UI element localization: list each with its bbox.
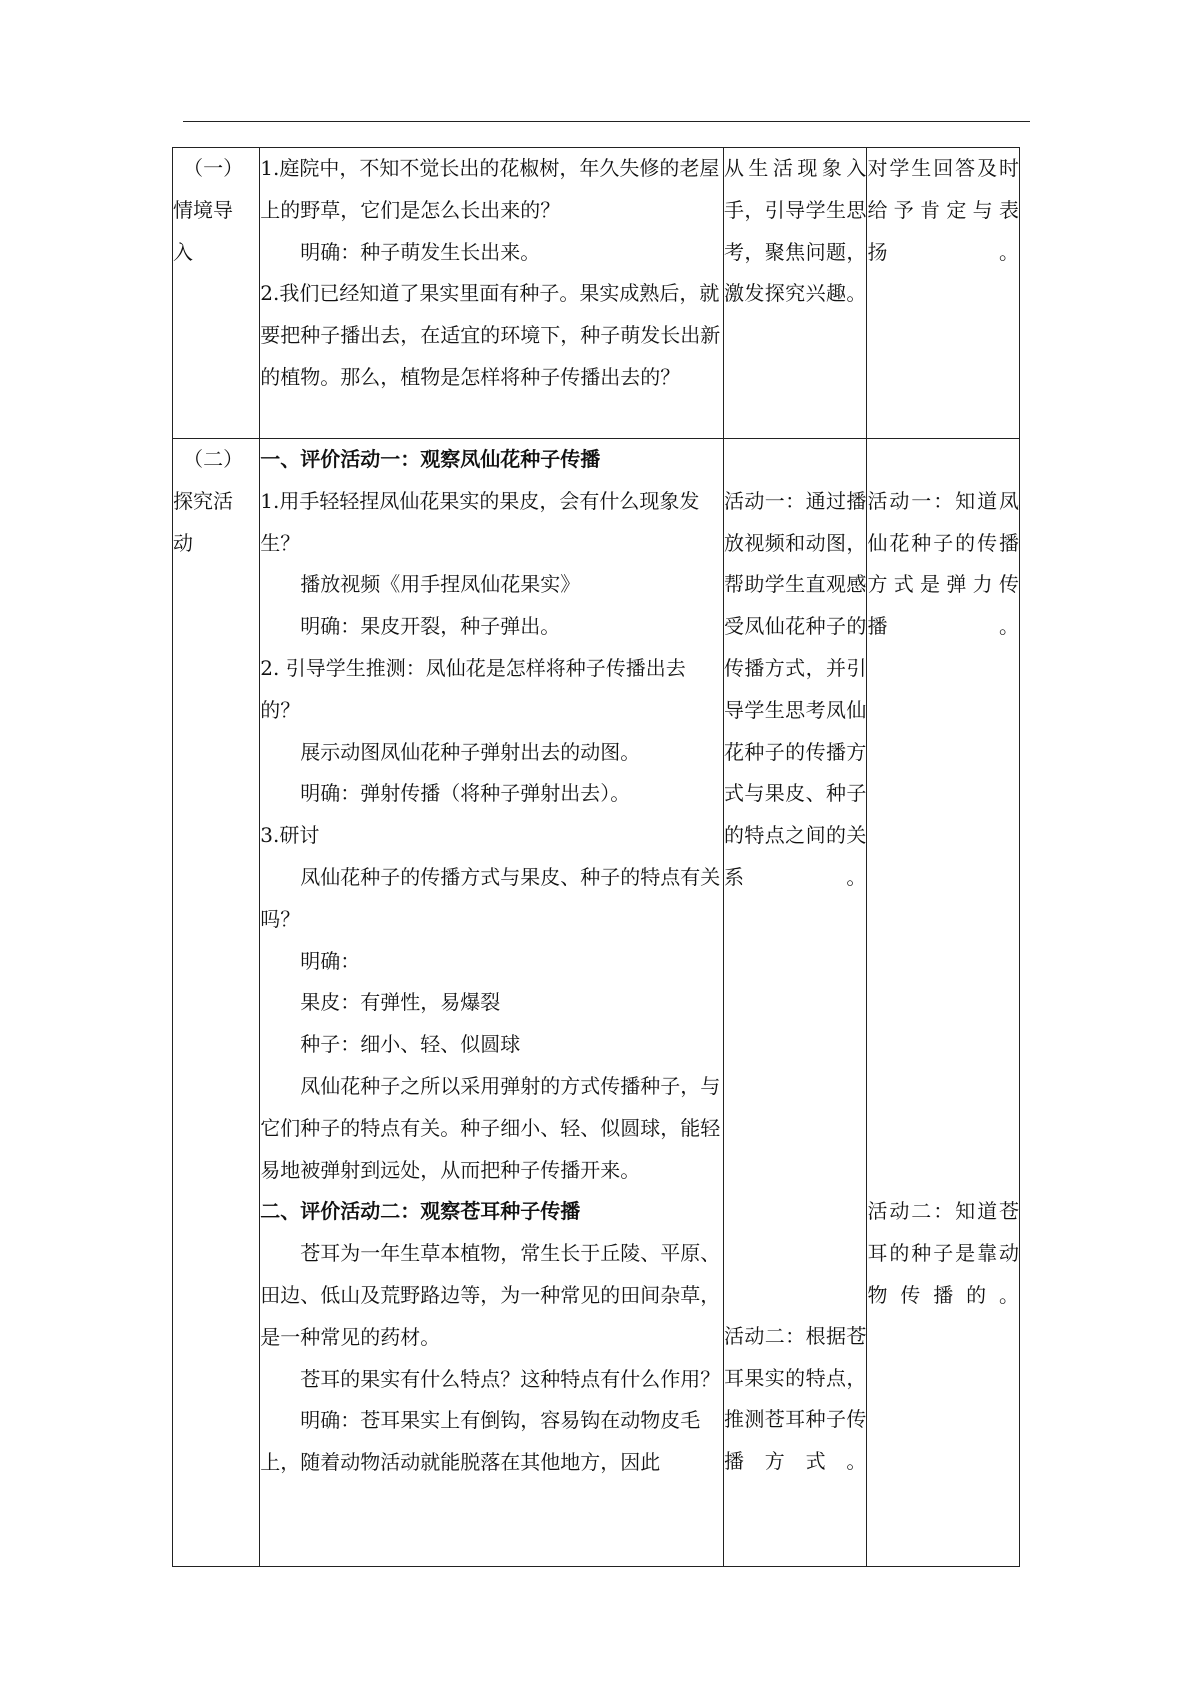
stage-label: 情境导 [173,197,233,222]
process-cell [260,439,724,1567]
process-paragraph: 凤仙花种子之所以采用弹射的方式传播种子，与它们种子的特点有关。种子细小、轻、似圆球，能轻易地被弹射到远处，从而把种子传播开来。 [260,1073,721,1182]
activity-heading: 二、评价活动二：观察苍耳种子传播 [260,1199,581,1224]
stage-cell [173,439,260,1567]
process-paragraph: 1.庭院中，不知不觉长出的花椒树，年久失修的老屋上的野草，它们是怎么长出来的？ [260,156,720,222]
lesson-plan-table [172,147,1020,1567]
intent-text: 活动二：根据苍耳果实的特点，推测苍耳种子传播方式。 [723,1323,867,1474]
process-paragraph: 明确：种子萌发生长出来。 [300,239,541,264]
evaluation-cell [867,439,1020,1567]
process-paragraph: 3.研讨 [260,823,320,848]
spacer [867,648,1019,1191]
process-paragraph: 苍耳的果实有什么特点？这种特点有什么作用？ [300,1366,721,1391]
spacer [724,899,867,1316]
table-row [173,439,1020,1567]
process-paragraph: 明确：果皮开裂，种子弹出。 [300,614,561,639]
evaluation-text: 活动一：知道凤仙花种子的传播方式是弹力传播。 [867,488,1019,639]
process-paragraph: 明确：弹射传播（将种子弹射出去）。 [300,781,631,806]
spacer [867,439,1019,481]
process-paragraph: 明确： [300,948,361,973]
process-paragraph: 种子：细小、轻、似圆球 [300,1032,521,1057]
intent-cell [723,148,867,439]
stage-number: （二） [183,447,244,471]
stage-label: 动 [173,530,193,555]
process-cell [260,148,724,439]
process-paragraph: 1.用手轻轻捏凤仙花果实的果皮，会有什么现象发生？ [260,488,700,555]
process-paragraph: 展示动图凤仙花种子弹射出去的动图。 [300,739,641,764]
intent-text: 从生活现象入手，引导学生思考，聚焦问题，激发探究兴趣。 [723,156,867,306]
stage-number: （一） [183,156,244,180]
table-row [173,148,1020,439]
evaluation-cell [867,148,1020,439]
process-paragraph: 播放视频《用手捏凤仙花果实》 [300,572,581,597]
process-paragraph: 明确：苍耳果实上有倒钩，容易钩在动物皮毛上，随着动物活动就能脱落在其他地方，因此 [260,1408,701,1475]
activity-heading: 一、评价活动一：观察凤仙花种子传播 [260,447,601,471]
process-paragraph: 2. 引导学生推测：凤仙花是怎样将种子传播出去的？ [260,655,686,722]
process-paragraph: 苍耳为一年生草本植物，常生长于丘陵、平原、田边、低山及荒野路边等，为一种常见的田间杂草，是一种常见的药材。 [260,1241,721,1349]
stage-label: 入 [173,239,193,264]
intent-cell [723,439,867,1567]
header-rule [183,121,1030,122]
process-paragraph: 2.我们已经知道了果实里面有种子。果实成熟后，就要把种子播出去，在适宜的环境下，种子萌发长出新的植物。那么，植物是怎样将种子传播出去的？ [260,281,721,389]
intent-text: 活动一：通过播放视频和动图，帮助学生直观感受凤仙花种子的传播方式，并引导学生思考凤仙花种子的传播方式与果皮、种子的特点之间的关系。 [723,488,867,889]
stage-label: 探究活 [173,488,233,513]
stage-cell [173,148,260,439]
evaluation-text: 对学生回答及时给予肯定与表扬。 [867,156,1019,264]
process-paragraph: 果皮：有弹性，易爆裂 [300,990,501,1015]
evaluation-text: 活动二：知道苍耳的种子是靠动物传播的。 [867,1198,1019,1307]
process-paragraph: 凤仙花种子的传播方式与果皮、种子的特点有关吗？ [260,864,721,931]
spacer [724,439,867,481]
